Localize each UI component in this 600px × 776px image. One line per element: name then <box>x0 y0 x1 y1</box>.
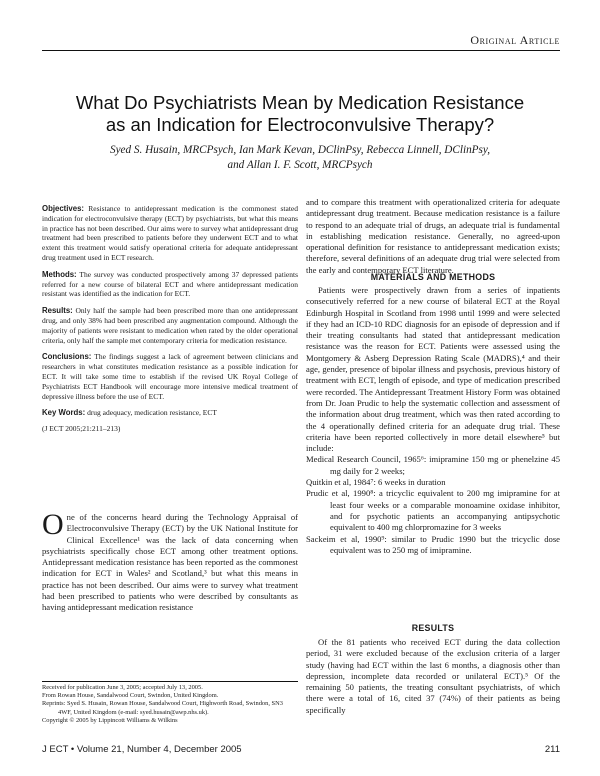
methods-label: Methods: <box>42 269 77 279</box>
authors-line-2: and Allan I. F. Scott, MRCPsych <box>227 159 373 171</box>
article-title <box>40 92 560 136</box>
results-body <box>306 637 560 716</box>
results-label: Results: <box>42 306 73 316</box>
methods-body <box>306 285 560 556</box>
objectives-label: Objectives: <box>42 204 85 213</box>
authors-line-1: Syed S. Husain, MRCPsych, Ian Mark Kevan, DClinPsy, Rebecca Linnell, DClinPsy, <box>110 144 490 156</box>
conclusions-label: Conclusions: <box>42 352 92 362</box>
intro-paragraph <box>42 508 298 614</box>
title-line-1: What Do Psychiatrists Mean by Medication Resistance <box>75 92 525 113</box>
methods-text: The survey was conducted prospectively among 37 depressed patients referred for a new course of bilateral ECT and where antidepressant medication resistant was identified as the indication for ECT. <box>42 269 298 299</box>
methods-heading: MATERIALS AND METHODS <box>370 272 496 282</box>
dropcap: O <box>42 508 64 541</box>
abstract-objectives <box>42 204 298 263</box>
keywords-text: drug adequacy, medication resistance, ECT <box>87 408 217 418</box>
journal-footer <box>42 744 242 755</box>
authors <box>60 143 540 173</box>
footnote-from: From Rowan House, Sandalwood Court, Swindon, United Kingdom. <box>42 692 219 700</box>
keywords-label: Key Words: <box>42 408 86 418</box>
results-text: Only half the sample had been prescribed more than one antidepressant drug, and only 38% had been prescribed any augmentation compound. Although the majority of patients were resistant to medication when rated by the older operational criteria, only half the sample met contemporary criteria for medication resistance. <box>42 306 298 345</box>
conclusions-text: The findings suggest a lack of agreement between clinicians and researchers in what constitutes medication resistance as a possible indication for ECT. It will take some time to establish if the revised UK Royal College of Psychiatrists ECT Handbook will encourage more intensive medical treatment of depressive illness before the use of ECT. <box>42 352 298 401</box>
results-heading: RESULTS <box>411 623 455 633</box>
footnote-reprints: Reprints: Syed S. Husain, Rowan House, Sandalwood Court, Highworth Road, Swindon, SN3 4WF, United Kingdom (e-mail: syed.husain@awp.nhs.uk). <box>42 700 283 716</box>
footnote-rule <box>42 681 298 682</box>
results-paragraph: Of the 81 patients who received ECT during the data collection period, 31 were excluded because of the exclusion criteria of a larger study (having had ECT within the last 6 months, a diagnosis other than depression, incomplete data recorded or unilateral ECT).⁵ Of the remaining 50 patients, the treating consultant psychiatrists, of which there were a total of 16, cited 37 (74%) of their patients as being specifically <box>306 637 560 715</box>
criterion-2: Quitkin et al, 1984⁷: 6 weeks in duration <box>306 477 446 488</box>
criterion-3: Prudic et al, 1990⁸: a tricyclic equivalent to 200 mg imipramine for at least four weeks or a comparable monoamine oxidase inhibitor, and for psychotic patients an accompanying antipsychotic equivalent to 400 mg chlorpromazine for 3 weeks <box>306 488 560 533</box>
objectives-text: Resistance to antidepressant medication is the commonest stated indication for electroconvulsive therapy (ECT) by psychiatrists, but what this means in practice has not been described. Our aims were to survey what antidepressant drug treatment had been prescribed to patients before they underwent ECT and to what extent this treatment would satisfy operational criteria for adequate antidepressant drug treatment used in ECT research. <box>42 204 298 262</box>
footnotes <box>42 684 298 725</box>
abstract-results <box>42 306 298 345</box>
citation: (J ECT 2005;21:211–213) <box>42 424 121 434</box>
abstract <box>42 204 298 434</box>
intro-text: ne of the concerns heard during the Technology Appraisal of Electroconvulsive Therapy (ECT) by the UK National Institute for Clinical Excellence¹ was the lack of data concerning when psychiatrists specifically chose ECT among other treatment options. Antidepressant medication resistance has been reported as the commonest indication for ECT in Wales² and Scotland,³ but what this means in practice has not been described. Our aims were to survey what treatment had been prescribed to patients who were described by consultants as having antidepressant medication resistance <box>42 512 298 613</box>
title-line-2: as an Indication for Electroconvulsive Therapy? <box>105 114 495 135</box>
footnote-copyright: Copyright © 2005 by Lippincott Williams & Wilkins <box>42 716 178 724</box>
abstract-conclusions <box>42 352 298 401</box>
methods-paragraph: Patients were prospectively drawn from a series of inpatients consecutively referred for a new course of bilateral ECT at the Royal Edinburgh Hospital in Scotland from 1998 until 1999 and were selected if they had an ICD-10 RDC diagnosis for an episode of depression and if their treating consultants had stated that antidepressant medication resistance was the reason for ECT. Patients were assessed using the Montgomery & Asberg Depression Rating Scale (MADRS),⁴ and their age, gender, presence of bipolar illness and psychosis, previous history of treatment with ECT, length of episode, and type of medication prescribed were recorded. The Antidepressant Treatment History Form was obtained from Dr. Joan Prudic to help the systematic collection and assessment of the information about drug treatment, which was then rated according to the 4 operationally defined criteria for an adequate drug trial. These criteria have been reported collectively in more detail elsewhere⁵ but include: <box>306 285 560 454</box>
right-continuation: and to compare this treatment with operationalized criteria for adequate antidepressant drug treatment. Because medication resistance is a failure to respond to an adequate trial of drugs, an adequate trial is fundamental in establishing medication resistance. Generally, no agreed-upon operational definition for resistance to antidepressant medication exists; therefore, several definitions of an adequate drug trial were selected from the early and contemporary ECT literature. <box>306 197 560 275</box>
journal-info: J ECT • Volume 21, Number 4, December 2005 <box>42 744 242 755</box>
page-number: 211 <box>544 744 560 755</box>
abstract-keywords <box>42 408 298 418</box>
footnote-received: Received for publication June 3, 2005; accepted July 13, 2005. <box>42 684 203 691</box>
header-rule <box>42 50 560 51</box>
criterion-4: Sackeim et al, 1990⁹: similar to Prudic 1990 but the tricyclic dose equivalent was to 250 mg of imipramine. <box>306 533 560 555</box>
abstract-methods <box>42 270 298 299</box>
criterion-1: Medical Research Council, 1965⁶: imipramine 150 mg or phenelzine 45 mg daily for 2 weeks; <box>306 454 560 476</box>
section-label: Original Article <box>470 33 560 47</box>
